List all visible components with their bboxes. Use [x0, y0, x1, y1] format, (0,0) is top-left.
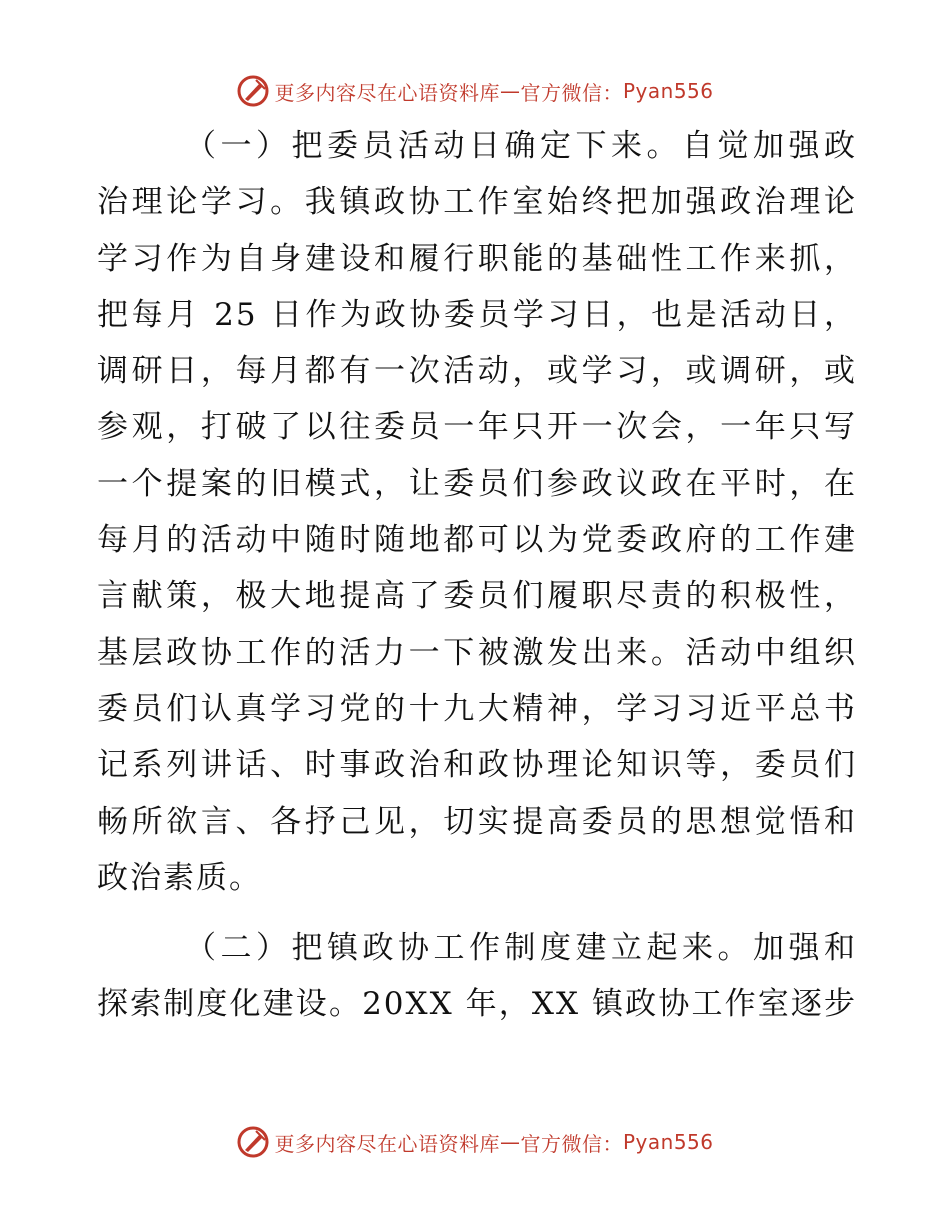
text-line: 参观，打破了以往委员一年只开一次会，一年只写	[97, 409, 857, 446]
text-line: 调研日，每月都有一次活动，或学习，或调研，或	[97, 353, 857, 390]
text-line: 治理论学习。我镇政协工作室始终把加强政治理论	[97, 184, 857, 221]
paragraph-2	[97, 920, 857, 1033]
text-line: 一个提案的旧模式，让委员们参政议政在平时，在	[97, 465, 857, 502]
text-line: 学习作为自身建设和履行职能的基础性工作来抓，	[97, 240, 857, 277]
banner-separator: —	[499, 1130, 521, 1154]
text-line: 基层政协工作的活力一下被激发出来。活动中组织	[97, 634, 857, 671]
text-line: 记系列讲话、时事政治和政协理论知识等，委员们	[97, 747, 857, 784]
text-line: 探索制度化建设。20XX 年，XX 镇政协工作室逐步	[97, 986, 857, 1023]
text-line: （二）把镇政协工作制度建立起来。加强和	[185, 930, 857, 967]
banner-wechat-id: Pyan556	[622, 79, 714, 103]
quill-seal-logo-icon	[236, 74, 270, 108]
text-line: （一）把委员活动日确定下来。自觉加强政	[185, 128, 857, 164]
document-body	[97, 118, 857, 1033]
text-line: 委员们认真学习党的十九大精神，学习习近平总书	[97, 690, 857, 727]
text-line: 言献策，极大地提高了委员们履职尽责的积极性，	[97, 578, 857, 615]
banner-wechat-label: 官方微信：	[520, 1131, 623, 1156]
header-watermark-banner	[0, 71, 950, 111]
banner-brand-text: 更多内容尽在心语资料库	[274, 1131, 500, 1156]
quill-seal-logo-icon	[236, 1125, 270, 1159]
banner-wechat-label: 官方微信：	[520, 80, 623, 105]
text-line: 畅所欲言、各抒己见，切实提高委员的思想觉悟和	[97, 803, 857, 840]
text-line: 政治素质。	[97, 859, 262, 896]
footer-watermark-banner	[0, 1122, 950, 1162]
banner-brand-text: 更多内容尽在心语资料库	[274, 80, 500, 105]
text-line: 每月的活动中随时随地都可以为党委政府的工作建	[97, 522, 857, 559]
banner-separator: —	[499, 79, 521, 103]
banner-wechat-id: Pyan556	[622, 1130, 714, 1154]
text-line: 把每月 25 日作为政协委员学习日，也是活动日，	[97, 296, 857, 333]
paragraph-1	[97, 118, 857, 906]
